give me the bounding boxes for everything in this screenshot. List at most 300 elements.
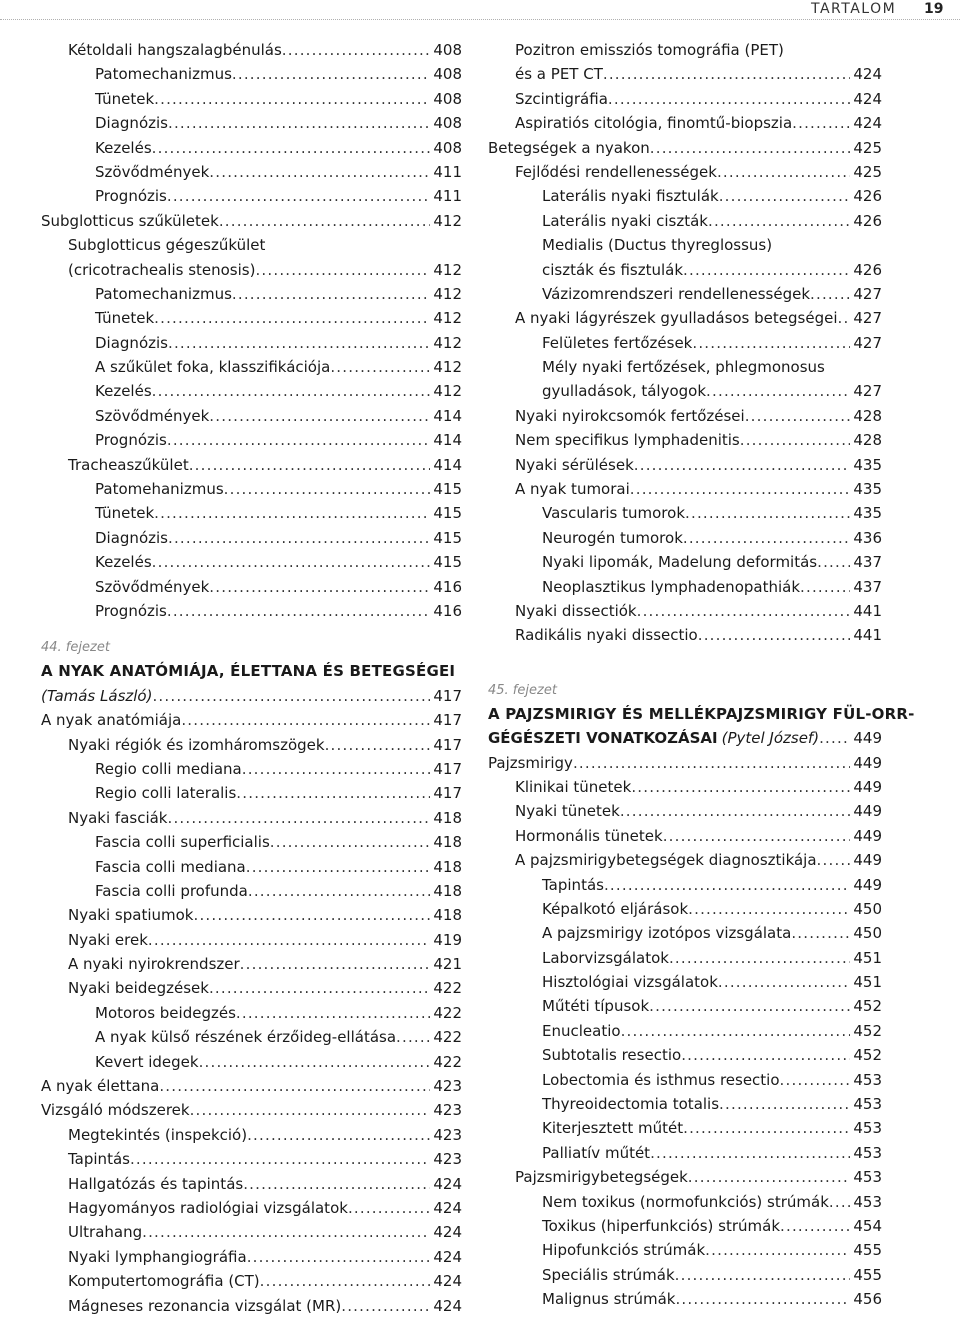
dot-leader [663, 824, 851, 848]
toc-entry-title: Thyreoidectomia totalis [542, 1095, 720, 1114]
toc-entry [488, 1116, 882, 1140]
dot-leader [603, 62, 850, 86]
toc-entry [0, 879, 462, 903]
dot-leader [148, 928, 430, 952]
toc-entry-title: Nyaki dissectiók [515, 601, 637, 620]
toc-entry [488, 306, 882, 330]
toc-entry-page: 437 [853, 577, 882, 596]
dot-leader [167, 599, 431, 623]
dot-leader [620, 799, 851, 823]
toc-entry [488, 1141, 882, 1165]
toc-entry-page: 455 [853, 1265, 882, 1284]
dot-leader [717, 160, 850, 184]
toc-entry-title: Pozitron emissziós tomográfia (PET) [515, 41, 784, 59]
toc-entry-title: Subglotticus szűkületek [41, 211, 219, 230]
toc-entry-page: 423 [433, 1150, 462, 1169]
dot-leader [719, 1092, 850, 1116]
dot-leader [698, 623, 851, 647]
chapter-45-title-line2-entry [488, 726, 882, 750]
toc-entry-page: 427 [853, 284, 882, 303]
toc-entry-page: 449 [853, 851, 882, 870]
dot-leader [341, 1294, 430, 1318]
toc-entry-title: Nyaki lymphangiográfia [68, 1247, 247, 1266]
toc-entry-page: 452 [853, 1021, 882, 1040]
dot-leader [189, 453, 431, 477]
toc-entry [488, 873, 882, 897]
toc-entry [488, 501, 882, 525]
toc-entry [0, 209, 462, 233]
toc-entry-page: 449 [853, 802, 882, 821]
toc-entry-page: 417 [433, 784, 462, 803]
toc-entry-page: 422 [433, 1052, 462, 1071]
toc-entry [0, 282, 462, 306]
dot-leader [152, 684, 430, 708]
dot-leader [242, 757, 431, 781]
toc-entry-page: 424 [853, 114, 882, 133]
dot-leader [669, 946, 850, 970]
chapter-45-label: 45. fejezet [488, 682, 557, 698]
toc-entry-page: 453 [853, 1119, 882, 1138]
toc-entry-title: (cricotrachealis stenosis) [68, 260, 256, 279]
toc-entry [0, 1123, 462, 1147]
toc-entry-title: Szcintigráfia [515, 89, 608, 108]
toc-entry-title: Medialis (Ductus thyreglossus) [542, 236, 773, 255]
dot-leader [630, 477, 851, 501]
toc-entry-page: 427 [853, 309, 882, 328]
dot-leader [236, 781, 430, 805]
toc-entry [0, 855, 462, 879]
header-dotted-rule [0, 19, 960, 20]
toc-entry [488, 994, 882, 1018]
toc-entry-page: 451 [853, 948, 882, 967]
toc-entry-title: Tapintás [68, 1150, 130, 1169]
toc-entry-title: Tünetek [95, 309, 155, 328]
toc-entry [0, 477, 462, 501]
toc-entry-title: Nyaki nyirokcsomók fertőzései [515, 406, 745, 425]
toc-left-column [0, 38, 462, 1318]
toc-entry-page: 453 [853, 1192, 882, 1211]
dot-leader [780, 1214, 850, 1238]
toc-entry [0, 708, 462, 732]
toc-entry-page: 423 [433, 1101, 462, 1120]
dot-leader [159, 1074, 430, 1098]
toc-entry-title: Megtekintés (inspekció) [68, 1125, 248, 1144]
toc-entry-title: Felületes fertőzések [542, 333, 693, 352]
toc-entry [0, 806, 462, 830]
toc-entry-page: 408 [433, 138, 462, 157]
dot-leader [708, 209, 850, 233]
toc-entry-page: 419 [433, 930, 462, 949]
dot-leader [152, 379, 431, 403]
toc-entry [0, 233, 462, 257]
dot-leader [637, 599, 851, 623]
toc-entry-title: Mágneses rezonancia vizsgálat (MR) [68, 1296, 342, 1315]
dot-leader [209, 160, 430, 184]
toc-entry [488, 355, 882, 379]
toc-entry [0, 903, 462, 927]
toc-entry-title: A nyak tumorai [515, 480, 630, 499]
dot-leader [193, 903, 430, 927]
dot-leader [246, 855, 431, 879]
toc-right-column [488, 38, 915, 1312]
toc-entry-title: Kiterjesztett műtét [542, 1119, 684, 1138]
toc-entry-title: Prognózis [95, 431, 167, 450]
dot-leader [209, 976, 430, 1000]
dot-leader [168, 331, 430, 355]
toc-entry-page: 424 [433, 1247, 462, 1266]
toc-entry-title: Patomehanizmus [95, 480, 224, 499]
dot-leader [800, 575, 850, 599]
toc-entry [0, 1074, 462, 1098]
toc-entry-page: 412 [433, 260, 462, 279]
toc-entry-title: Kevert idegek [95, 1052, 199, 1071]
toc-entry-title: Hipofunkciós strúmák [542, 1241, 706, 1260]
toc-entry [0, 550, 462, 574]
toc-entry-page: 412 [433, 333, 462, 352]
dot-leader [706, 379, 850, 403]
dot-leader [740, 428, 851, 452]
toc-entry-title: Műtéti típusok [542, 997, 650, 1016]
dot-leader [248, 879, 430, 903]
toc-entry-title: Diagnózis [95, 114, 168, 133]
toc-entry-title: Szövődmények [95, 162, 210, 181]
toc-entry [0, 87, 462, 111]
toc-entry [0, 62, 462, 86]
toc-entry [488, 136, 882, 160]
toc-entry [0, 1245, 462, 1269]
dot-leader [142, 1220, 430, 1244]
toc-entry-title: Tracheaszűkület [68, 455, 189, 474]
toc-entry-page: 426 [853, 260, 882, 279]
toc-entry-title: Tünetek [95, 89, 155, 108]
dot-leader [232, 282, 430, 306]
toc-entry [0, 306, 462, 330]
dot-leader [688, 1165, 851, 1189]
toc-entry-page: 424 [433, 1296, 462, 1315]
toc-entry-page: 422 [433, 1028, 462, 1047]
toc-entry [488, 970, 882, 994]
toc-entry [0, 428, 462, 452]
toc-entry-page: 416 [433, 601, 462, 620]
toc-entry-title: Kétoldali hangszalagbénulás [68, 41, 282, 59]
toc-entry-page: 449 [853, 826, 882, 845]
dot-leader [692, 331, 850, 355]
dot-leader [282, 38, 431, 62]
toc-entry-title: Nem toxikus (normofunkciós) strúmák [542, 1192, 829, 1211]
toc-entry [488, 775, 882, 799]
toc-entry-page: 435 [853, 504, 882, 523]
toc-entry-page: 441 [853, 601, 882, 620]
toc-entry-page: 418 [433, 857, 462, 876]
toc-entry-page: 426 [853, 211, 882, 230]
toc-entry [488, 258, 882, 282]
toc-entry-page: 428 [853, 406, 882, 425]
toc-entry [0, 1098, 462, 1122]
toc-entry-title: Nyaki spatiumok [68, 906, 194, 925]
toc-entry-title: Speciális strúmák [542, 1265, 675, 1284]
toc-entry [488, 428, 882, 452]
toc-entry [488, 1068, 882, 1092]
toc-entry-page: 408 [433, 114, 462, 133]
toc-entry-title: Képalkotó eljárások [542, 899, 689, 918]
toc-entry [488, 379, 882, 403]
toc-entry-title: Hallgatózás és tapintás [68, 1174, 244, 1193]
toc-entry-title: Nyaki lipomák, Madelung deformitás [542, 553, 818, 572]
toc-entry [0, 1001, 462, 1025]
toc-entry [488, 404, 882, 428]
dot-leader [675, 1287, 850, 1311]
toc-entry-page: 415 [433, 504, 462, 523]
dot-leader [154, 87, 430, 111]
toc-entry-page: 418 [433, 881, 462, 900]
dot-leader [154, 306, 430, 330]
toc-entry-title: Betegségek a nyakon [488, 138, 650, 157]
toc-entry-page: 411 [433, 162, 462, 181]
toc-entry [488, 1263, 882, 1287]
toc-entry [488, 477, 882, 501]
toc-entry [488, 160, 882, 184]
dot-leader [608, 87, 850, 111]
toc-entry-title: Motoros beidegzés [95, 1003, 236, 1022]
toc-right-chapter-list [488, 751, 882, 1312]
toc-entry-title: Nyaki sérülések [515, 455, 634, 474]
toc-entry-page: 424 [433, 1198, 462, 1217]
toc-entry-title: Kezelés [95, 138, 152, 157]
page-number: 19 [924, 1, 944, 17]
toc-entry-page: 428 [853, 431, 882, 450]
dot-leader [154, 501, 430, 525]
toc-entry [0, 1220, 462, 1244]
toc-entry [0, 184, 462, 208]
dot-leader [152, 550, 431, 574]
toc-entry [488, 38, 882, 62]
dot-leader [330, 355, 430, 379]
chapter-44-title: A NYAK ANATÓMIÁJA, ÉLETTANA ÉS BETEGSÉGEI [41, 662, 456, 681]
toc-entry [488, 751, 882, 775]
toc-entry-page: 408 [433, 65, 462, 84]
toc-entry-page: 412 [433, 309, 462, 328]
toc-entry-title: Subglotticus gégeszűkület [68, 236, 266, 255]
section-label: TARTALOM [811, 1, 897, 17]
toc-entry [0, 526, 462, 550]
toc-entry-title: Radikális nyaki dissectio [515, 626, 698, 645]
dot-leader [168, 526, 430, 550]
toc-entry-page: 424 [433, 1174, 462, 1193]
toc-entry [0, 1269, 462, 1293]
dot-leader [634, 453, 851, 477]
toc-entry-title: Hagyományos radiológiai vizsgálatok [68, 1198, 348, 1217]
dot-leader [688, 897, 850, 921]
toc-entry-title: Fascia colli profunda [95, 881, 248, 900]
toc-entry-page: 449 [853, 753, 882, 772]
toc-entry [488, 331, 882, 355]
toc-entry-page: 423 [433, 1077, 462, 1096]
toc-entry [488, 1092, 882, 1116]
chapter-45-author-page: 449 [853, 729, 882, 748]
toc-entry-title: Fascia colli mediana [95, 857, 246, 876]
toc-entry-page: 424 [433, 1272, 462, 1291]
dot-leader [819, 726, 850, 750]
toc-entry [0, 1196, 462, 1220]
dot-leader [224, 477, 431, 501]
toc-left-chapter-list [0, 708, 462, 1318]
toc-entry-page: 422 [433, 1003, 462, 1022]
toc-entry [488, 848, 882, 872]
toc-entry-title: Enucleatio [542, 1021, 621, 1040]
toc-entry-title: Kezelés [95, 553, 152, 572]
toc-entry-title: A pajzsmirigybetegségek diagnosztikája [515, 851, 817, 870]
toc-entry-title: Tünetek [95, 504, 155, 523]
toc-entry-page: 456 [853, 1290, 882, 1309]
toc-entry-title: Vizsgáló módszerek [41, 1101, 190, 1120]
toc-entry-page: 412 [433, 382, 462, 401]
toc-entry-page: 414 [433, 406, 462, 425]
toc-entry-title: Palliatív műtét [542, 1143, 651, 1162]
toc-entry-title: és a PET CT [515, 65, 603, 84]
toc-entry [488, 623, 882, 647]
toc-entry-title: Ultrahang [68, 1223, 143, 1242]
toc-entry-title: Neoplasztikus lymphadenopathiák [542, 577, 801, 596]
toc-entry-title: Patomechanizmus [95, 65, 232, 84]
toc-entry [488, 1043, 882, 1067]
toc-entry [0, 258, 462, 282]
toc-entry [488, 799, 882, 823]
toc-entry-page: 412 [433, 358, 462, 377]
dot-leader [130, 1147, 430, 1171]
toc-entry-title: Klinikai tünetek [515, 777, 632, 796]
toc-entry-title: ciszták és fisztulák [542, 260, 684, 279]
toc-entry-title: Diagnózis [95, 528, 168, 547]
toc-entry [488, 1238, 882, 1262]
toc-entry-page: 450 [853, 924, 882, 943]
toc-entry-title: Diagnózis [95, 333, 168, 352]
toc-entry [0, 160, 462, 184]
toc-entry-page: 417 [433, 735, 462, 754]
toc-entry [488, 575, 882, 599]
toc-entry-title: Tapintás [542, 875, 604, 894]
toc-entry [488, 62, 882, 86]
toc-entry [0, 1294, 462, 1318]
dot-leader [829, 1190, 850, 1214]
dot-leader [232, 62, 430, 86]
toc-entry [488, 282, 882, 306]
toc-entry-title: Laterális nyaki fisztulák [542, 187, 719, 206]
chapter-45-title-line1: A PAJZSMIRIGY ÉS MELLÉKPAJZSMIRIGY FÜL-ORR- [488, 704, 915, 723]
toc-entry [488, 1019, 882, 1043]
toc-entry-page: 453 [853, 1070, 882, 1089]
dot-leader [675, 1263, 851, 1287]
dot-leader [209, 404, 430, 428]
toc-entry [0, 38, 462, 62]
toc-entry-page: 412 [433, 284, 462, 303]
toc-entry-page: 426 [853, 187, 882, 206]
toc-entry-title: Nem specifikus lymphadenitis [515, 431, 740, 450]
toc-entry [0, 781, 462, 805]
toc-entry-page: 436 [853, 528, 882, 547]
toc-entry-title: Nyaki erek [68, 930, 148, 949]
toc-entry-page: 414 [433, 431, 462, 450]
toc-entry-page: 450 [853, 899, 882, 918]
toc-entry [0, 928, 462, 952]
toc-entry-title: Kezelés [95, 382, 152, 401]
toc-entry-title: Neurogén tumorok [542, 528, 683, 547]
toc-entry [488, 1165, 882, 1189]
toc-entry-title: Prognózis [95, 601, 167, 620]
dot-leader [168, 111, 430, 135]
toc-entry-page: 425 [853, 162, 882, 181]
dot-leader [685, 501, 850, 525]
toc-entry-title: A szűkület foka, klasszifikációja [95, 358, 331, 377]
toc-entry-title: Vascularis tumorok [542, 504, 686, 523]
toc-entry-page: 408 [433, 41, 462, 59]
toc-entry-title: Szövődmények [95, 577, 210, 596]
dot-leader [573, 751, 850, 775]
toc-entry-page: 454 [853, 1216, 882, 1235]
toc-entry [0, 111, 462, 135]
dot-leader [240, 952, 431, 976]
dot-leader [247, 1245, 431, 1269]
toc-entry-title: Regio colli lateralis [95, 784, 237, 803]
dot-leader [199, 1050, 431, 1074]
toc-entry-title: Prognózis [95, 187, 167, 206]
toc-entry-page: 453 [853, 1143, 882, 1162]
dot-leader [810, 282, 850, 306]
toc-entry [488, 1214, 882, 1238]
toc-entry-title: A nyak anatómiája [41, 711, 182, 730]
toc-entry [488, 897, 882, 921]
toc-entry [488, 87, 882, 111]
toc-entry-page: 453 [853, 1095, 882, 1114]
toc-entry [488, 233, 882, 257]
toc-entry-title: Patomechanizmus [95, 284, 232, 303]
toc-right-top-list [488, 38, 882, 648]
toc-entry-title: Laterális nyaki ciszták [542, 211, 708, 230]
dot-leader [792, 111, 850, 135]
toc-entry [488, 946, 882, 970]
toc-entry-page: 422 [433, 979, 462, 998]
toc-entry [488, 209, 882, 233]
toc-entry-title: Aspiratiós citológia, finomtű-biopszia [515, 114, 793, 133]
dot-leader [649, 994, 850, 1018]
toc-entry-page: 415 [433, 553, 462, 572]
dot-leader [236, 1001, 430, 1025]
toc-entry-title: Fejlődési rendellenességek [515, 162, 717, 181]
dot-leader [209, 575, 430, 599]
dot-leader [255, 258, 430, 282]
dot-leader [247, 1123, 430, 1147]
dot-leader [745, 404, 851, 428]
toc-left-top-list [0, 38, 462, 623]
toc-entry-page: 418 [433, 906, 462, 925]
toc-entry-page: 452 [853, 1046, 882, 1065]
toc-entry [0, 501, 462, 525]
toc-entry-page: 415 [433, 480, 462, 499]
toc-entry-page: 411 [433, 187, 462, 206]
toc-entry [0, 136, 462, 160]
toc-entry [0, 830, 462, 854]
toc-entry [0, 1172, 462, 1196]
toc-entry-title: Fascia colli superficialis [95, 833, 270, 852]
toc-entry-title: Toxikus (hiperfunkciós) strúmák [542, 1216, 781, 1235]
dot-leader [683, 258, 850, 282]
toc-entry-title: A nyaki nyirokrendszer [68, 955, 240, 974]
dot-leader [718, 970, 850, 994]
dot-leader [260, 1269, 431, 1293]
toc-entry-page: 441 [853, 626, 882, 645]
dot-leader [705, 1238, 850, 1262]
chapter-44-label: 44. fejezet [41, 640, 110, 656]
toc-entry [0, 331, 462, 355]
